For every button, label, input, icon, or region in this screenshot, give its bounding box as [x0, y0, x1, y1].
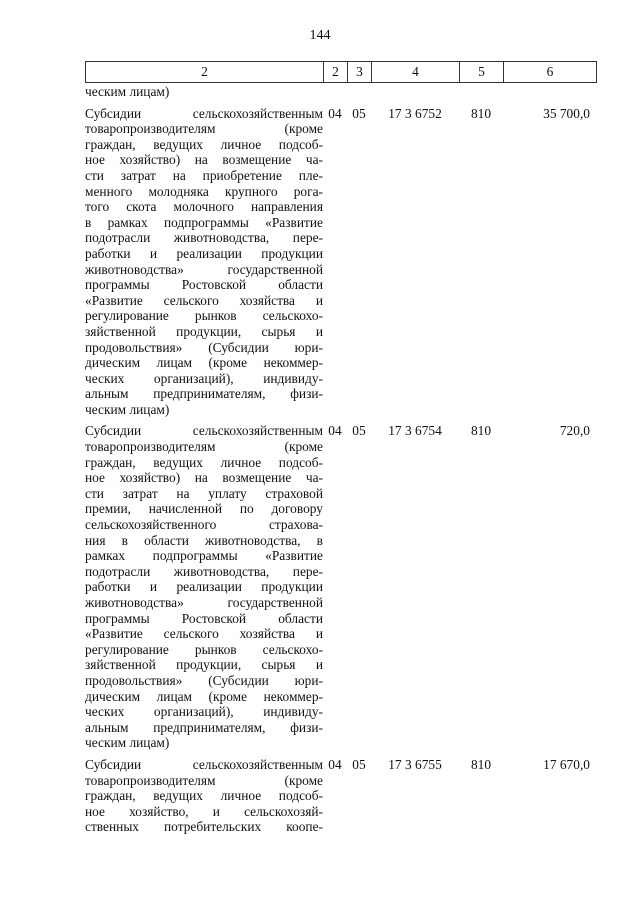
text-line: Субсидии сельскохозяйственным — [85, 105, 323, 121]
text-line: ное хозяйство) на возмещение ча- — [85, 470, 323, 486]
table-header — [85, 61, 597, 83]
text-line: «Развитие сельского хозяйства и — [85, 626, 323, 642]
text-line: работки и реализации продукции — [85, 579, 323, 595]
text-line: Субсидии сельскохозяйственным — [85, 756, 323, 772]
text-line: ственных потребительских коопе- — [85, 819, 323, 835]
header-col-vr: 5 — [460, 62, 504, 83]
header-col-csr: 4 — [372, 62, 460, 83]
row-description — [85, 106, 323, 418]
text-line: животноводства» государственной — [85, 261, 323, 277]
header-col-name: 2 — [86, 62, 324, 83]
text-line: премии, начисленной по договору — [85, 501, 323, 517]
text-line: менного молодняка крупного рога- — [85, 183, 323, 199]
text-line: граждан, ведущих личное подсоб- — [85, 788, 323, 804]
cell-rz: 04 — [328, 423, 342, 439]
cell-vr: 810 — [470, 105, 492, 121]
continuation-row — [85, 84, 596, 100]
text-line: сельскохозяйственного страхова- — [85, 517, 323, 533]
text-line: граждан, ведущих личное подсоб- — [85, 454, 323, 470]
text-line: ния в области животноводства, в — [85, 532, 323, 548]
text-line: программы Ростовской области — [85, 277, 323, 293]
text-line: рамках подпрограммы «Развитие — [85, 548, 323, 564]
row-description — [85, 757, 323, 835]
text-line: товаропроизводителям (кроме — [85, 439, 323, 455]
page-number: 144 — [309, 28, 331, 43]
text-line: дическим лицам (кроме некоммер- — [85, 688, 323, 704]
text-line: альным предпринимателям, физи- — [85, 386, 323, 402]
cell-csr: 17 3 6755 — [388, 756, 442, 772]
text-line: товаропроизводителям (кроме — [85, 772, 323, 788]
text-line: дическим лицам (кроме некоммер- — [85, 355, 323, 371]
text-line: регулирование рынков сельскохо- — [85, 641, 323, 657]
table-row — [85, 757, 596, 835]
cell-pr: 05 — [352, 423, 366, 439]
text-line: граждан, ведущих личное подсоб- — [85, 136, 323, 152]
text-line: в рамках подпрограммы «Развитие — [85, 214, 323, 230]
cell-sum: 35 700,0 — [543, 105, 590, 121]
cell-vr: 810 — [470, 756, 492, 772]
text-line: подотрасли животноводства, пере- — [85, 230, 323, 246]
text-line: продовольствия» (Субсидии юри- — [85, 672, 323, 688]
header-col-sum: 6 — [504, 62, 597, 83]
cell-sum: 720,0 — [559, 423, 590, 439]
header-col-rz: 2 — [324, 62, 348, 83]
text-line: ное хозяйство) на возмещение ча- — [85, 152, 323, 168]
text-line: ческим лицам) — [85, 401, 170, 417]
text-line: сти затрат на приобретение пле- — [85, 167, 323, 183]
cell-pr: 05 — [352, 756, 366, 772]
table-body — [85, 84, 596, 835]
text-line: продовольствия» (Субсидии юри- — [85, 339, 323, 355]
cell-pr: 05 — [352, 105, 366, 121]
text-line: Субсидии сельскохозяйственным — [85, 423, 323, 439]
cell-vr: 810 — [470, 423, 492, 439]
text-line: ное хозяйство, и сельскохозяй- — [85, 803, 323, 819]
text-line: того скота молочного направления — [85, 199, 323, 215]
text-line: сти затрат на уплату страховой — [85, 485, 323, 501]
cell-csr: 17 3 6754 — [388, 423, 442, 439]
text-line: зяйственной продукции, сырья и — [85, 323, 323, 339]
header-col-pr: 3 — [348, 62, 372, 83]
text-line: работки и реализации продукции — [85, 245, 323, 261]
text-line: ческим лицам) — [85, 735, 170, 751]
cell-rz: 04 — [328, 105, 342, 121]
row-description — [85, 423, 323, 750]
text-line: подотрасли животноводства, пере- — [85, 563, 323, 579]
text-line: товаропроизводителям (кроме — [85, 121, 323, 137]
cell-rz: 04 — [328, 756, 342, 772]
table-row — [85, 106, 596, 418]
text-line: «Развитие сельского хозяйства и — [85, 292, 323, 308]
continuation-text — [85, 84, 323, 100]
text-line: животноводства» государственной — [85, 595, 323, 610]
cell-sum: 17 670,0 — [543, 756, 590, 772]
text-line: ческих организаций), индивиду- — [85, 370, 323, 386]
cell-csr: 17 3 6752 — [388, 105, 442, 121]
text-line: программы Ростовской области — [85, 610, 323, 626]
text-line: ческим лицам) — [85, 84, 170, 99]
text-line: регулирование рынков сельскохо- — [85, 308, 323, 324]
text-line: альным предпринимателям, физи- — [85, 719, 323, 735]
table-row — [85, 423, 596, 750]
text-line: ческих организаций), индивиду- — [85, 704, 323, 720]
text-line: зяйственной продукции, сырья и — [85, 657, 323, 673]
